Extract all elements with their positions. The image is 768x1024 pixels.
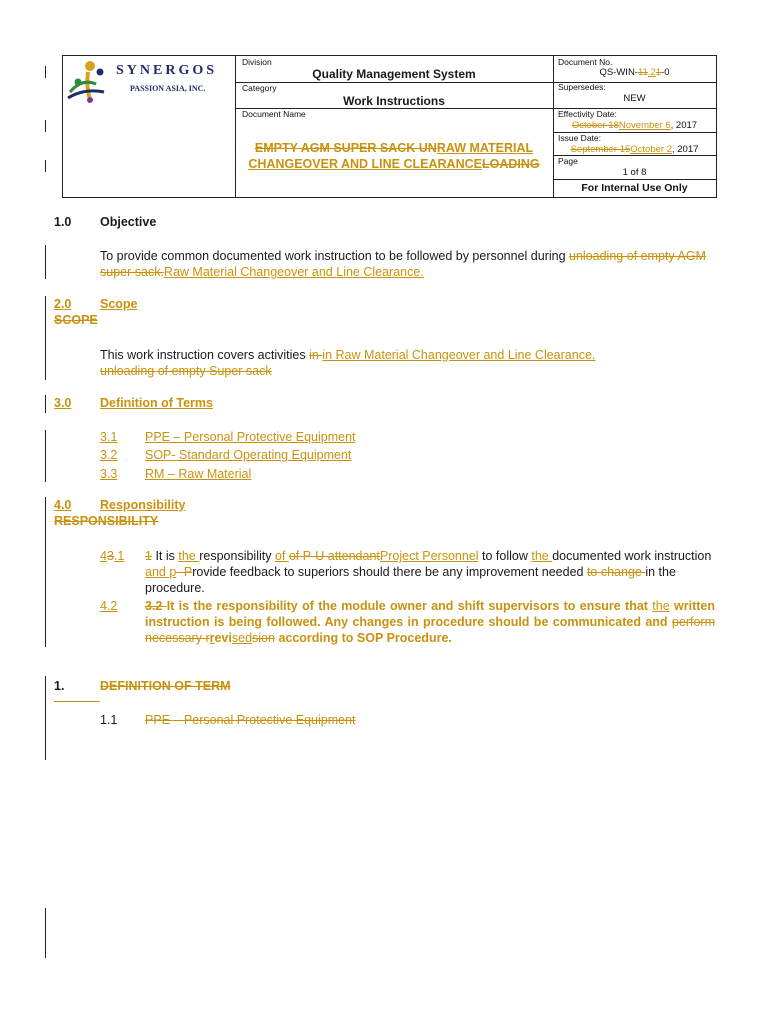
supersedes-label: Supersedes: (558, 82, 606, 92)
supersedes-value: NEW (623, 93, 646, 104)
section-2-text (100, 347, 715, 379)
issue-year: , 2017 (671, 144, 699, 155)
issue-value (553, 144, 716, 155)
responsibility-item-2-number: 4.2 (100, 599, 118, 613)
docname-inserted: RAW MATERIAL CHANGEOVER AND LINE CLEARANCE (248, 141, 534, 171)
scope-text: This work instruction covers activities (100, 348, 310, 362)
effectivity-year: , 2017 (670, 120, 698, 131)
item-text: nd (652, 615, 672, 629)
item-inserted: r (209, 631, 215, 645)
item-inserted: Project Personnel (379, 549, 479, 563)
division-value: Quality Management System (312, 67, 476, 81)
item-text: to follow (478, 549, 532, 563)
scope-inserted: in Raw Material Changeover and Line Clearance. (322, 348, 596, 362)
effectivity-inserted: November 6 (618, 120, 671, 131)
docname-deleted: EMPTY AGM SUPER SACK UN (254, 141, 437, 155)
docno-value (553, 67, 716, 78)
item-deleted: of P-U attendant (288, 549, 380, 563)
change-bar (45, 66, 46, 78)
objective-inserted: Raw Material Changeover and Line Clearance. (163, 265, 424, 279)
item-number-deleted: 3.2 (145, 599, 167, 613)
logo-subtitle: PASSION ASIA, INC. (130, 84, 206, 93)
section-2-title: Scope (100, 297, 138, 311)
responsibility-item-2 (145, 598, 715, 646)
item-text: documented work instruction (552, 549, 712, 563)
internal-use-label: For Internal Use Only (581, 182, 688, 194)
scope-deleted: in (309, 348, 323, 362)
docno-label: Document No. (558, 57, 613, 67)
section-4-title-deleted: RESPONSIBILITY (54, 514, 159, 528)
term-text: SOP- Standard Operating Equipment (145, 448, 352, 462)
synergos-logo-icon (64, 58, 114, 106)
term-text: PPE – Personal Protective Equipment (145, 430, 356, 444)
item-inserted: sed (231, 631, 253, 645)
item-text: written instruction is being followed. Any changes in procedure should be communicated a (145, 599, 715, 629)
section-3-title: Definition of Terms (100, 396, 213, 410)
change-bar (45, 120, 46, 132)
category-label: Category (242, 83, 277, 93)
item-text: rovide feedback to superiors should there be any improvement needed (192, 565, 587, 579)
division-label: Division (242, 57, 272, 67)
issue-label: Issue Date: (558, 133, 601, 143)
item-deleted: to change (586, 565, 646, 579)
change-bar (45, 245, 46, 279)
effectivity-label: Effectivity Date: (558, 109, 617, 119)
item-text: evi (214, 631, 232, 645)
item-number-deleted: 3 (106, 549, 114, 563)
item-text: responsibility (199, 549, 275, 563)
docno-prefix: QS-WIN- (599, 67, 638, 78)
responsibility-item-1-number (100, 548, 124, 564)
docname-deleted-2: LOADING (481, 157, 540, 171)
responsibility-item-1 (145, 548, 715, 596)
objective-text: To provide common documented work instruction to be followed by personnel during (100, 249, 570, 263)
item-text: It is (155, 549, 179, 563)
docno-suffix: -0 (661, 67, 670, 78)
category-value: Work Instructions (343, 94, 445, 108)
item-deleted: perform necessary r (145, 615, 715, 645)
item-number-deleted-2: 1 (145, 549, 152, 563)
change-bar (45, 908, 46, 958)
change-bar (45, 395, 46, 413)
old-section-number: 1. (54, 679, 65, 693)
item-number-inserted: 4 (100, 549, 107, 563)
page-label: Page (558, 156, 578, 166)
change-bar (45, 676, 46, 760)
old-section-title-deleted: DEFINITION OF TERM (100, 679, 231, 693)
docno-deleted-2: 1 (655, 67, 662, 78)
item-inserted: the (652, 599, 670, 613)
term-number: 3.2 (100, 448, 118, 462)
section-2-number: 2.0 (54, 297, 72, 311)
term-number: 3.3 (100, 467, 118, 481)
item-text: in the procedure. (145, 565, 676, 595)
section-3-number: 3.0 (54, 396, 72, 410)
change-bar (45, 497, 46, 647)
change-bar (45, 296, 46, 380)
logo-name: SYNERGOS (116, 63, 218, 78)
item-inserted: the (178, 549, 200, 563)
page-value: 1 of 8 (622, 167, 647, 178)
item-deleted: sion (252, 631, 275, 645)
term-number: 3.1 (100, 430, 118, 444)
scope-deleted-2: unloading of empty Super sack (100, 364, 272, 378)
objective-deleted: unloading of empty AGM super sack. (100, 249, 706, 279)
docname-label: Document Name (242, 109, 306, 119)
issue-deleted: September 15 (570, 144, 631, 155)
section-2-title-deleted: SCOPE (54, 313, 98, 327)
old-item-number: 1.1 (100, 713, 118, 727)
item-text: It is the responsibility of the module owner and shift supervisors to ensure that (166, 599, 653, 613)
section-4-number: 4.0 (54, 498, 72, 512)
document-name (236, 140, 552, 172)
effectivity-value (553, 120, 716, 131)
docno-deleted: 11 (637, 67, 648, 78)
item-inserted: the (531, 549, 553, 563)
item-inserted: and p (145, 565, 177, 579)
item-deleted: - P (176, 565, 193, 579)
issue-inserted: October 2 (630, 144, 672, 155)
effectivity-deleted: October 18 (571, 120, 619, 131)
item-number-inserted-2: .1 (113, 549, 125, 563)
change-bar (45, 430, 46, 482)
change-bar (45, 160, 46, 172)
old-section-underline (54, 701, 100, 702)
term-text: RM – Raw Material (145, 467, 252, 481)
item-inserted: of (274, 549, 289, 563)
old-item-deleted: PPE – Personal Protective Equipment (145, 713, 356, 727)
section-1-number: 1.0 (54, 215, 72, 229)
section-1-title: Objective (100, 215, 157, 229)
item-text: according to SOP Procedure. (274, 631, 452, 645)
docno-inserted: .2 (647, 67, 656, 78)
section-1-text (100, 248, 715, 280)
section-4-title: Responsibility (100, 498, 186, 512)
